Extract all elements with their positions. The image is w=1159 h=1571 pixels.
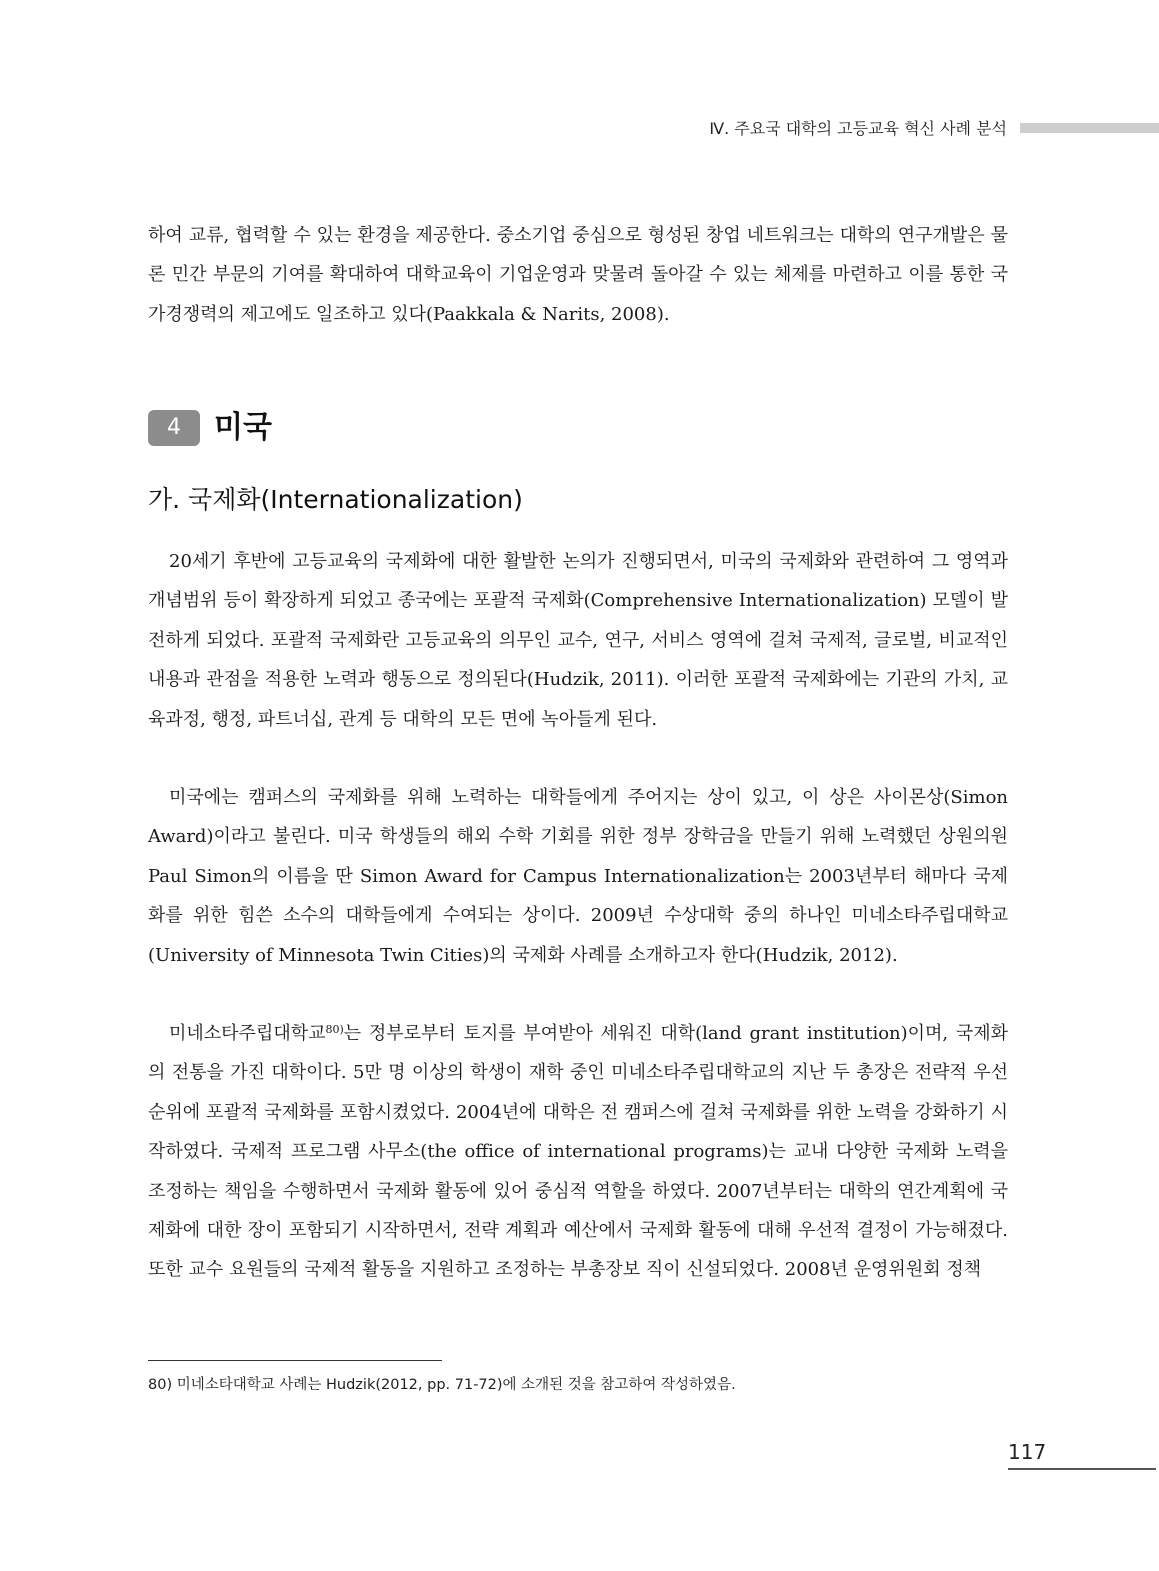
body-paragraph-3 xyxy=(148,1014,1008,1290)
intro-paragraph: 하여 교류, 협력할 수 있는 환경을 제공한다. 중소기업 중심으로 형성된 창업 네트워크는 대학의 연구개발은 물론 민간 부문의 기여를 확대하여 대학교육이 기업운영과 맞물려 돌아갈 수 있는 체제를 마련하고 이를 통한 국가경쟁력의 제고에도 일조하고 있다(Paakkala & Narits, 2008). xyxy=(148,225,1008,325)
paragraph-3-lead: 미네소타주립대학교 xyxy=(169,1023,326,1044)
running-header-bar xyxy=(1020,123,1159,133)
running-header xyxy=(0,116,1159,140)
footnote-reference: 80) xyxy=(325,1023,344,1036)
body-paragraph-2: 미국에는 캠퍼스의 국제화를 위해 노력하는 대학들에게 주어지는 상이 있고, 이 상은 사이몬상(Simon Award)이라고 불린다. 미국 학생들의 해외 수학 기회를 위한 정부 장학금을 만들기 위해 노력했던 상원의원 Paul Simon의 이름을 딴 Simon Award for Campus Internationalization는 2003년부터 해마다 국제화를 위한 힘쓴 소수의 대학들에게 수여되는 상이다. 2009년 수상대학 중의 하나인 미네소타주립대학교(University of Minnesota Twin Cities)의 국제화 사례를 소개하고자 한다(Hudzik, 2012). xyxy=(148,787,1008,966)
footnote-divider xyxy=(148,1360,442,1361)
footnote-text: 80) 미네소타대학교 사례는 Hudzik(2012, pp. 71-72)에 소개된 것을 참고하여 작성하였음. xyxy=(148,1377,736,1393)
page-number-rule xyxy=(1008,1468,1156,1470)
section-number-badge: 4 xyxy=(148,410,200,446)
body-paragraph-1: 20세기 후반에 고등교육의 국제화에 대한 활발한 논의가 진행되면서, 미국의 국제화와 관련하여 그 영역과 개념범위 등이 확장하게 되었고 종국에는 포괄적 국제화(Comprehensive Internationalization) 모델이 발전하게 되었다. 포괄적 국제화란 고등교육의 의무인 교수, 연구, 서비스 영역에 걸쳐 국제적, 글로벌, 비교적인 내용과 관점을 적용한 노력과 행동으로 정의된다(Hudzik, 2011). 이러한 포괄적 국제화에는 기관의 가치, 교육과정, 행정, 파트너십, 관계 등 대학의 모든 면에 녹아들게 된다. xyxy=(148,551,1008,730)
page-number: 117 xyxy=(1008,1440,1047,1464)
running-header-title: Ⅳ. 주요국 대학의 고등교육 혁신 사례 분석 xyxy=(709,119,1007,138)
section-title: 미국 xyxy=(214,410,272,445)
paragraph-3-rest: 는 정부로부터 토지를 부여받아 세워진 대학(land grant institution)이며, 국제화의 전통을 가진 대학이다. 5만 명 이상의 학생이 재학 중인 미네소타주립대학교의 지난 두 총장은 전략적 우선순위에 포괄적 국제화를 포함시켰었다. 2004년에 대학은 전 캠퍼스에 걸쳐 국제화를 위한 노력을 강화하기 시작하였다. 국제적 프로그램 사무소(the office of international programs)는 교내 다양한 국제화 노력을 조정하는 책임을 수행하면서 국제화 활동에 있어 중심적 역할을 하였다. 2007년부터는 대학의 연간계획에 국제화에 대한 장이 포함되기 시작하면서, 전략 계획과 예산에서 국제화 활동에 대해 우선적 결정이 가능해졌다. 또한 교수 요원들의 국제적 활동을 지원하고 조정하는 부총장보 직이 신설되었다. 2008년 운영위원회 정책 xyxy=(148,1023,1008,1281)
subsection-title: 가. 국제화(Internationalization) xyxy=(148,485,523,514)
